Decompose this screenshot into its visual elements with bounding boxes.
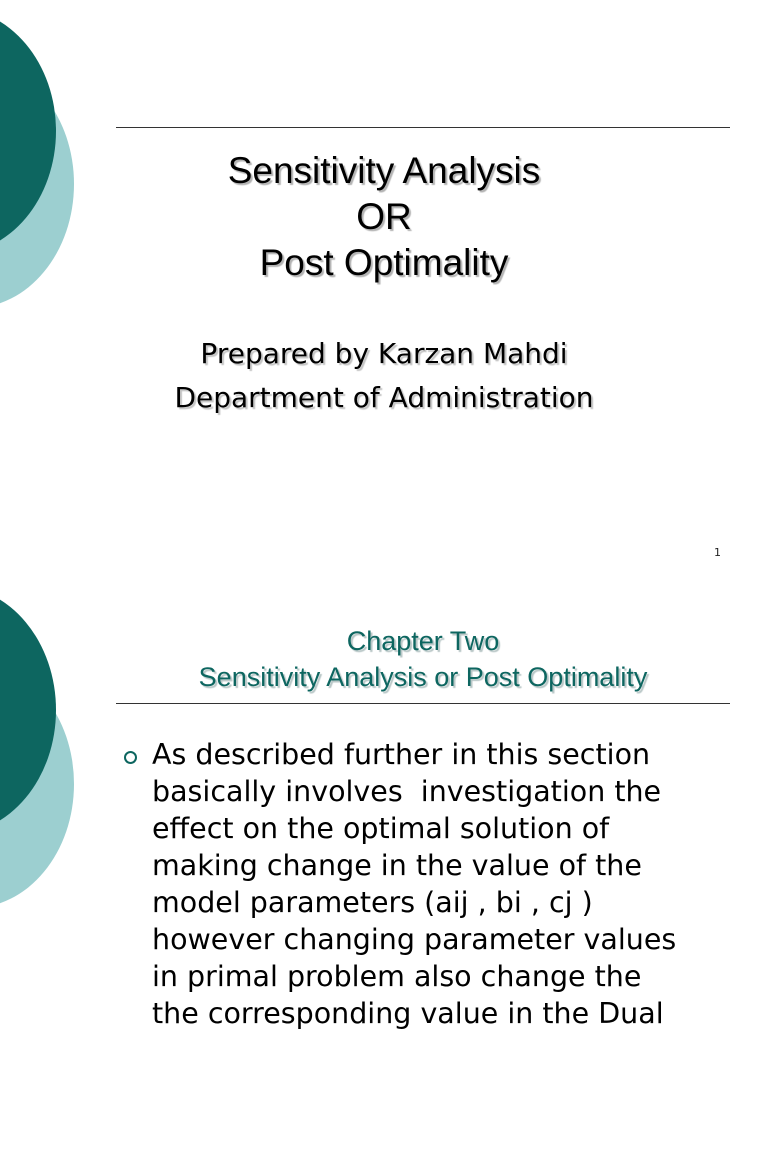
- title-divider: [116, 703, 730, 704]
- page-number: 1: [714, 546, 721, 559]
- title-line: OR: [356, 196, 412, 237]
- bullet-line: As described further in this section: [152, 738, 651, 771]
- bullet-line: in primal problem also change the: [152, 960, 642, 993]
- bullet-line: basically involves investigation the: [152, 775, 662, 808]
- bullet-line: however changing parameter values: [152, 923, 677, 956]
- bullet-line: model parameters (aij , bi , cj ): [152, 886, 593, 919]
- slide-subtitle: [0, 332, 768, 420]
- bullet-line: effect on the optimal solution of: [152, 812, 610, 845]
- hollow-circle-bullet-icon: [124, 751, 137, 764]
- title-line: Chapter Two: [346, 626, 500, 656]
- bullet-line: the corresponding value in the Dual: [152, 997, 664, 1030]
- bullet-line: making change in the value of the: [152, 849, 642, 882]
- bullet-item: [124, 736, 744, 1032]
- author-line: Prepared by Karzan Mahdi: [200, 337, 568, 370]
- bullet-text: [152, 736, 744, 1032]
- slide-2: [0, 576, 768, 1152]
- slide-title: [116, 623, 730, 695]
- title-line: Sensitivity Analysis or Post Optimality: [198, 662, 648, 692]
- slide-title: [0, 148, 768, 286]
- title-divider: [116, 127, 730, 128]
- department-line: Department of Administration: [174, 381, 594, 414]
- title-line: Post Optimality: [259, 242, 509, 283]
- title-line: Sensitivity Analysis: [227, 150, 541, 191]
